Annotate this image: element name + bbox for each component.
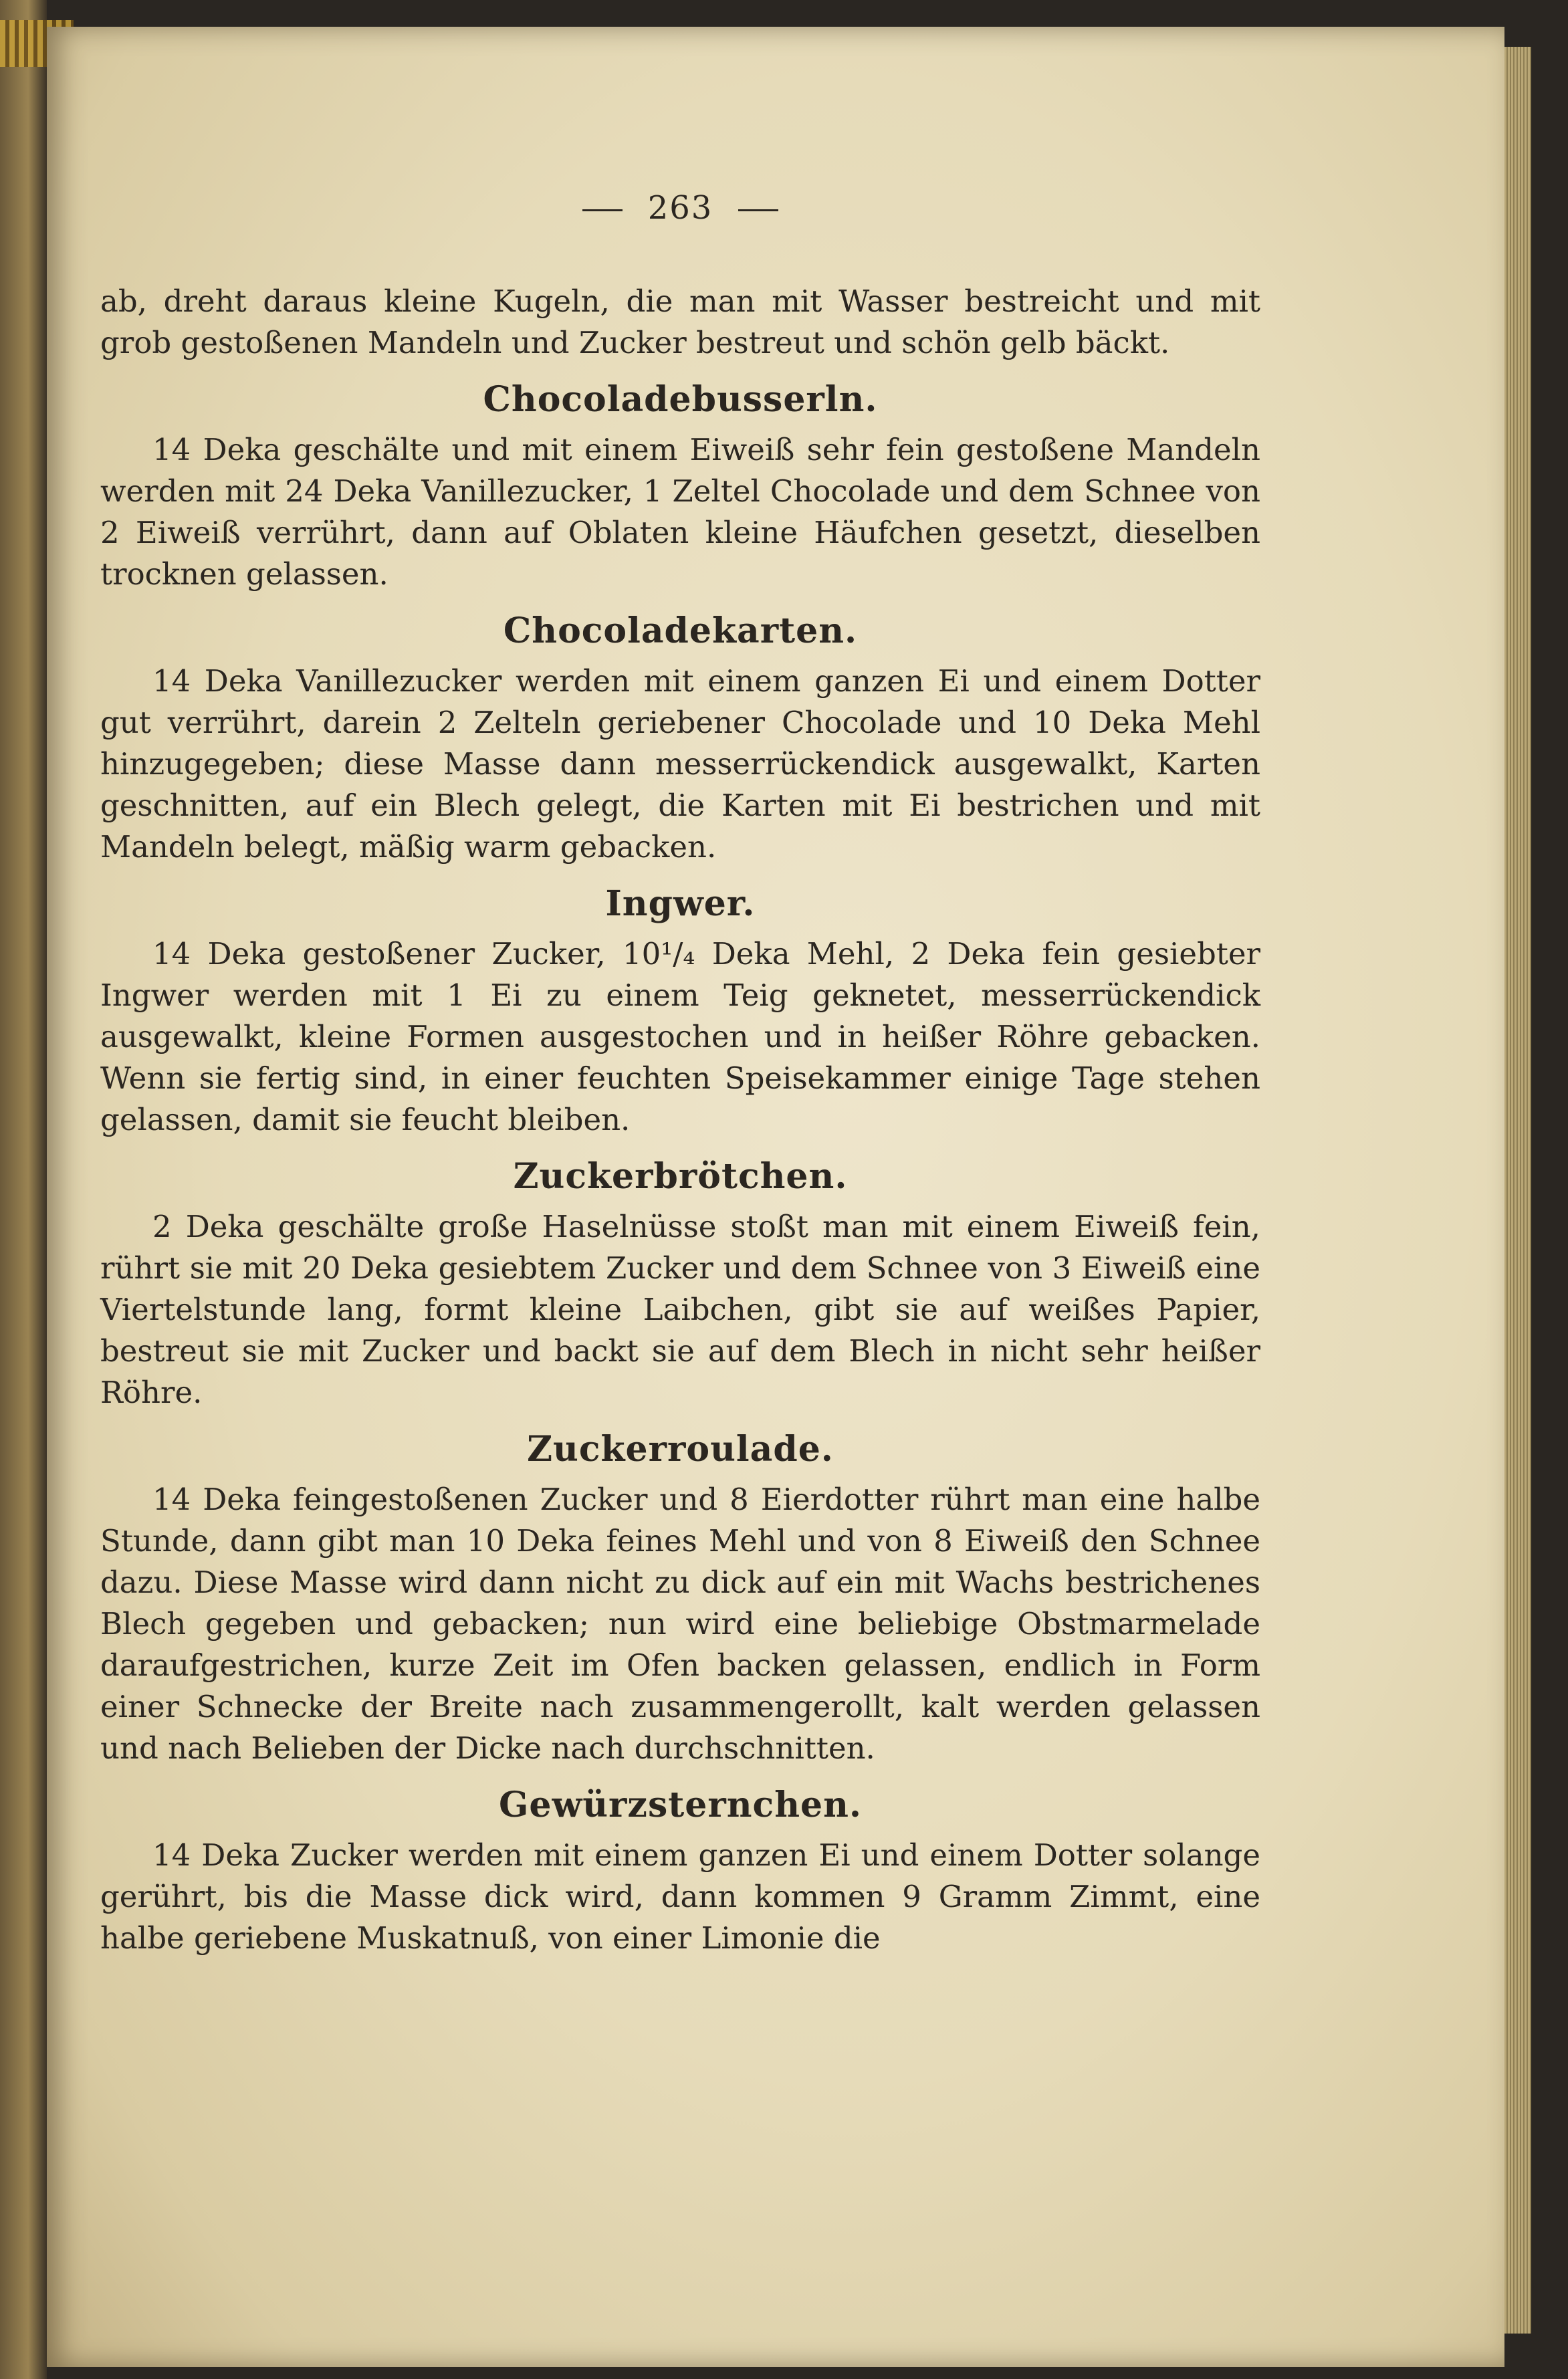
recipe-text-chocoladebusserln: 14 Deka geschälte und mit einem Eiweiß sehr fein gestoßene Mandeln werden mit 24 Deka Vanillezucker, 1 Zeltel Chocolade und dem Schnee von 2 Eiweiß verrührt, dann auf Oblaten kleine Häufchen gesetzt, dieselben trocknen gelassen. — [100, 432, 1260, 592]
recipe-title-zuckerroulade: Zuckerroulade. — [527, 1429, 834, 1470]
page-content — [100, 189, 1260, 1959]
intro-paragraph: ab, dreht daraus kleine Kugeln, die man mit Wasser bestreicht und mit grob gestoßenen Mandeln und Zucker bestreut und schön gelb bäckt. — [100, 284, 1260, 360]
page-number-dash-left — [582, 209, 623, 211]
recipe-title-chocoladebusserln: Chocoladebusserln. — [483, 379, 878, 420]
recipe-text-chocoladekarten: 14 Deka Vanillezucker werden mit einem ganzen Ei und einem Dotter gut verrührt, darein 2 Zelteln geriebener Chocolade und 10 Deka Mehl hinzugegeben; diese Masse dann messerrückendick ausgewalkt, Karten geschnitten, auf ein Blech gelegt, die Karten mit Ei bestrichen und mit Mandeln belegt, mäßig warm gebacken. — [100, 663, 1260, 865]
recipe-title-zuckerbroetchen: Zuckerbrötchen. — [513, 1156, 848, 1197]
page-number-value: 263 — [647, 189, 713, 227]
page-stack-edge — [1504, 47, 1531, 2334]
recipe-text-ingwer: 14 Deka gestoßener Zucker, 10¹/₄ Deka Mehl, 2 Deka fein gesiebter Ingwer werden mit 1 Ei zu einem Teig geknetet, messerrückendick ausgewalkt, kleine Formen ausgestochen und in heißer Röhre gebacken. Wenn sie fertig sind, in einer feuchten Speisekammer einige Tage stehen gelassen, damit sie feucht bleiben. — [100, 936, 1260, 1137]
recipe-title-ingwer: Ingwer. — [605, 883, 756, 924]
recipe-title-gewuerzsternchen: Gewürzsternchen. — [498, 1785, 863, 1825]
recipe-text-zuckerbroetchen: 2 Deka geschälte große Haselnüsse stoßt man mit einem Eiweiß fein, rührt sie mit 20 Deka gesiebtem Zucker und dem Schnee von 3 Eiweiß eine Viertelstunde lang, formt kleine Laibchen, gibt sie auf weißes Papier, bestreut sie mit Zucker und backt sie auf dem Blech in nicht sehr heißer Röhre. — [100, 1209, 1260, 1410]
facing-page-edge — [0, 0, 47, 2379]
page-number — [100, 187, 1260, 229]
recipe-text-zuckerroulade: 14 Deka feingestoßenen Zucker und 8 Eierdotter rührt man eine halbe Stunde, dann gibt man 10 Deka feines Mehl und von 8 Eiweiß den Schnee dazu. Diese Masse wird dann nicht zu dick auf ein mit Wachs bestrichenes Blech gegeben und gebacken; nun wird eine beliebige Obstmarmelade daraufgestrichen, kurze Zeit im Ofen backen gelassen, endlich in Form einer Schnecke der Breite nach zusammengerollt, kalt werden gelassen und nach Belieben der Dicke nach durchschnitten. — [100, 1482, 1260, 1766]
recipe-text-gewuerzsternchen: 14 Deka Zucker werden mit einem ganzen Ei und einem Dotter solange gerührt, bis die Masse dick wird, dann kommen 9 Gramm Zimmt, eine halbe geriebene Muskatnuß, von einer Limonie die — [100, 1837, 1260, 1956]
recipe-title-chocoladekarten: Chocoladekarten. — [503, 610, 858, 651]
page-number-dash-right — [738, 209, 778, 211]
